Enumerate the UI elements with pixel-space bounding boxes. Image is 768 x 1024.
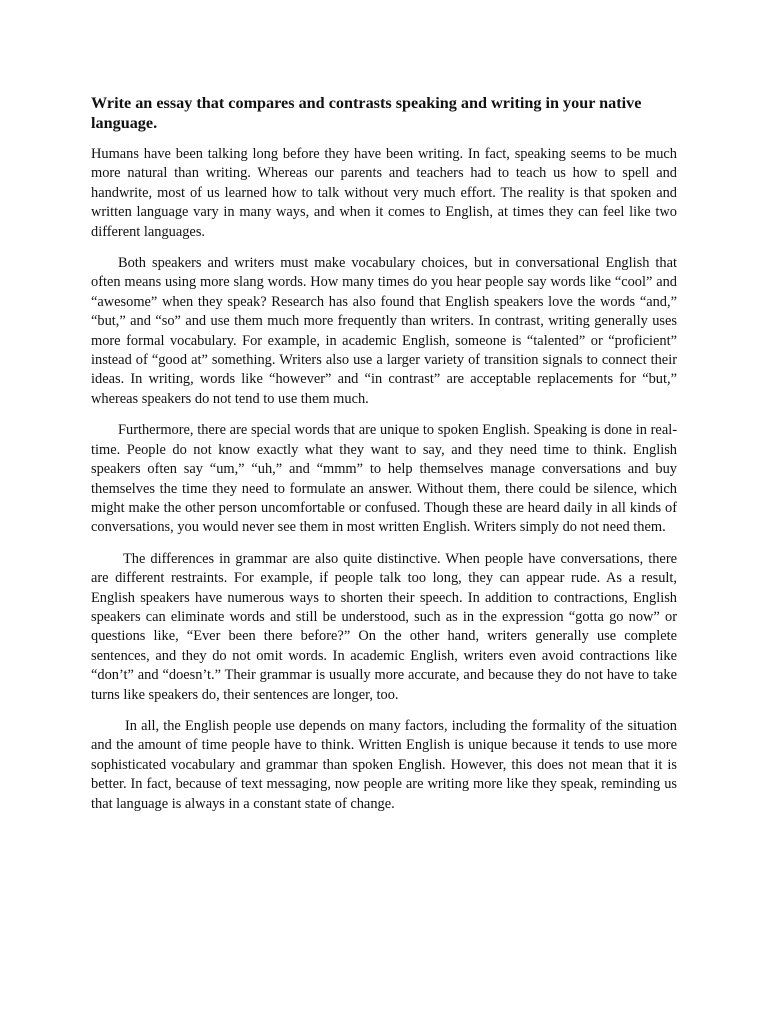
essay-paragraph-5: In all, the English people use depends on many factors, including the formality of the situation and the amount of time people have to think. Written English is unique because it tends to use more sophisticated vocabulary and grammar than spoken English. However, this does not mean that it is better. In fact, because of text messaging, now people are writing more like they speak, reminding us that language is always in a constant state of change. bbox=[91, 717, 677, 812]
essay-body bbox=[91, 93, 677, 826]
essay-paragraph-2: Both speakers and writers must make vocabulary choices, but in conversational English that often means using more slang words. How many times do you hear people say words like “cool” and “awesome” when they speak? Research has also found that English speakers love the words “and,” “but,” and “so” and use them much more frequently than writers. In contrast, writing generally uses more formal vocabulary. For example, in academic English, someone is “talented” or “proficient” instead of “good at” something. Writers also use a larger variety of transition signals to connect their ideas. In writing, words like “however” and “in contrast” are acceptable replacements for “but,” whereas speakers do not tend to use them much. bbox=[91, 255, 677, 407]
essay-paragraph-1: Humans have been talking long before they have been writing. In fact, speaking seems to be much more natural than writing. Whereas our parents and teachers had to teach us how to spell and handwrite, most of us learned how to talk without very much effort. The reality is that spoken and written language vary in many ways, and when it comes to English, at times they can feel like two different languages. bbox=[91, 146, 677, 240]
essay-paragraph-3: Furthermore, there are special words that are unique to spoken English. Speaking is done in real-time. People do not know exactly what they want to say, and they need time to think. English speakers often say “um,” “uh,” and “mmm” to help themselves manage conversations and buy themselves the time they need to formulate an answer. Without them, there could be silence, which might make the other person uncomfortable or confused. Though these are heard daily in all kinds of conversations, you would never see them in most written English. Writers simply do not need them. bbox=[91, 422, 677, 536]
essay-prompt-title: Write an essay that compares and contrasts speaking and writing in your native language. bbox=[91, 94, 642, 132]
essay-paragraph-4: The differences in grammar are also quite distinctive. When people have conversations, there are different restraints. For example, if people talk too long, they can appear rude. As a result, English speakers have numerous ways to shorten their speech. In addition to contractions, English speakers can eliminate words and still be understood, such as in the expression “gotta go now” or questions like, “Ever been there before?” On the other hand, writers generally use complete sentences, and they do not omit words. In academic English, writers even avoid contractions like “don’t” and “doesn’t.” Their grammar is usually more accurate, and because they do not have to take turns like speakers do, their sentences are longer, too. bbox=[91, 550, 677, 703]
